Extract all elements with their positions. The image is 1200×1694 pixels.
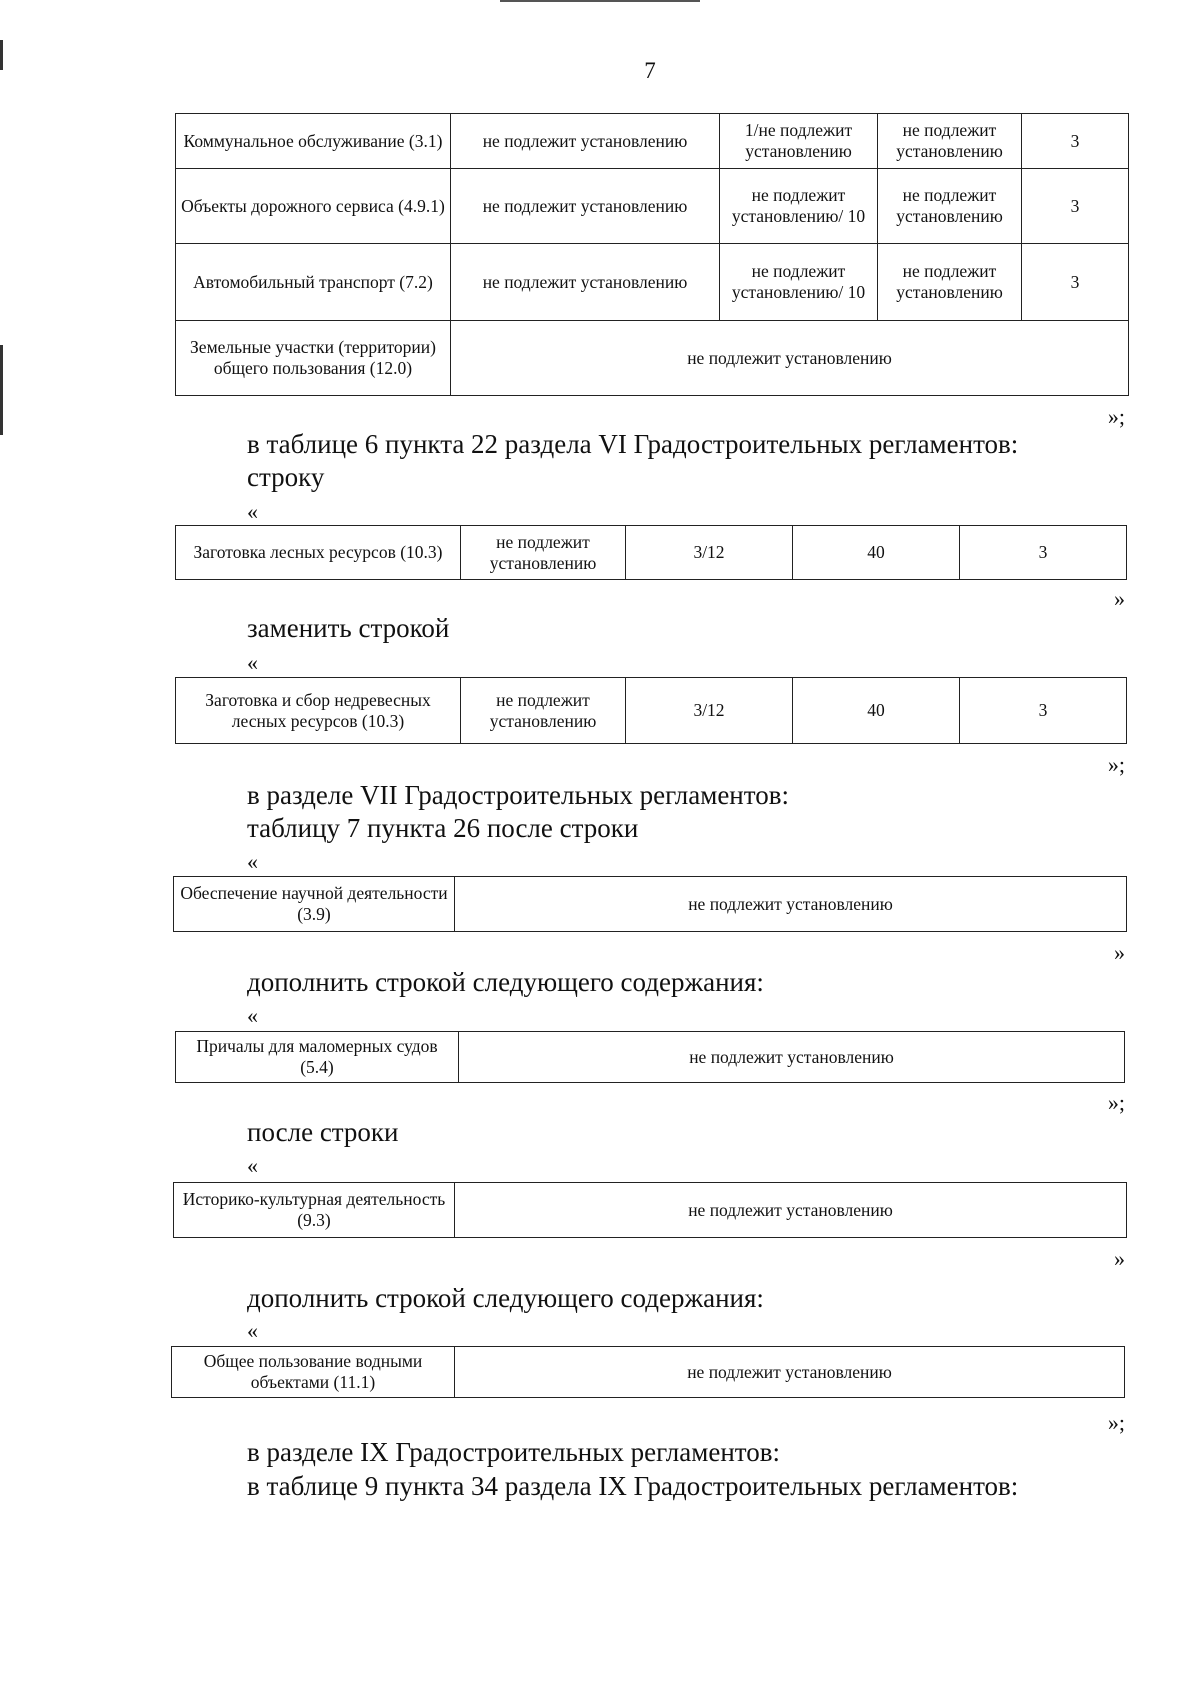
continuation-table: [175, 113, 1129, 396]
table-cell: Коммунальное обслуживание (3.1): [176, 114, 451, 169]
table-cell: Общее пользование водными объектами (11.1): [172, 1347, 455, 1398]
table-cell: 3/12: [626, 526, 793, 580]
table-cell-merged: не подлежит установлению: [451, 321, 1129, 396]
close-quote: »;: [1107, 752, 1125, 777]
open-quote: «: [247, 1003, 258, 1028]
table-cell: Земельные участки (территории) общего пользования (12.0): [176, 321, 451, 396]
close-quote: »;: [1107, 1090, 1125, 1115]
table-row: [176, 526, 1127, 580]
table-cell: Автомобильный транспорт (7.2): [176, 244, 451, 321]
table-cell: Объекты дорожного сервиса (4.9.1): [176, 169, 451, 244]
open-quote: «: [247, 650, 258, 675]
table-row: [176, 114, 1129, 169]
table-row: [174, 877, 1127, 932]
table-cell: не подлежит установлению: [455, 1183, 1127, 1238]
table-cell: не подлежит установлению: [451, 244, 720, 321]
table-cell: не подлежит установлению/ 10: [720, 244, 878, 321]
table-cell: не подлежит установлению/ 10: [720, 169, 878, 244]
paragraph-line: дополнить строкой следующего содержания:: [247, 1283, 764, 1313]
paragraph-line: после строки: [247, 1117, 399, 1147]
open-quote: «: [247, 1318, 258, 1343]
table-cell: 3: [960, 526, 1127, 580]
table-row: [172, 1347, 1125, 1398]
table-cell: Обеспечение научной деятельности (3.9): [174, 877, 455, 932]
close-quote: »: [1114, 1246, 1125, 1271]
open-quote: «: [247, 1153, 258, 1178]
table-cell: 3/12: [626, 678, 793, 744]
paragraph-line: в таблице 9 пункта 34 раздела IX Градостроительных регламентов:: [247, 1471, 1019, 1501]
table-cell: Причалы для маломерных судов (5.4): [176, 1032, 459, 1083]
table-cell: не подлежит установлению: [878, 244, 1022, 321]
table-cell: Историко-культурная деятельность (9.3): [174, 1183, 455, 1238]
open-quote: «: [247, 849, 258, 874]
table-cell: не подлежит установлению: [455, 877, 1127, 932]
page-number: 7: [644, 58, 656, 83]
table-cell: 40: [793, 678, 960, 744]
scan-edge-mark: [0, 345, 3, 435]
close-quote: »: [1114, 586, 1125, 611]
paragraph-line: в таблице 6 пункта 22 раздела VI Градостроительных регламентов:: [247, 429, 1019, 459]
table-row: [174, 1183, 1127, 1238]
paragraph-line: строку: [247, 462, 325, 492]
table-cell: не подлежит установлению: [451, 169, 720, 244]
history-row-table: [173, 1182, 1127, 1238]
table-cell: не подлежит установлению: [461, 678, 626, 744]
table-cell: 40: [793, 526, 960, 580]
table-cell: не подлежит установлению: [461, 526, 626, 580]
close-quote: »;: [1107, 404, 1125, 429]
table-cell: 3: [1022, 244, 1129, 321]
table-row: [176, 169, 1129, 244]
close-quote: »: [1114, 940, 1125, 965]
table-row: [176, 244, 1129, 321]
berths-row-table: [175, 1031, 1125, 1083]
close-quote: »;: [1107, 1410, 1125, 1435]
open-quote: «: [247, 499, 258, 524]
paragraph-line: в разделе VII Градостроительных регламентов:: [247, 780, 789, 810]
old-row-table: [175, 525, 1127, 580]
table-cell: не подлежит установлению: [878, 114, 1022, 169]
table-cell: Заготовка и сбор недревесных лесных ресурсов (10.3): [176, 678, 461, 744]
paragraph-line: в разделе IX Градостроительных регламентов:: [247, 1437, 780, 1467]
paragraph-line: таблицу 7 пункта 26 после строки: [247, 813, 639, 843]
paragraph-line: дополнить строкой следующего содержания:: [247, 967, 764, 997]
new-row-table: [175, 677, 1127, 744]
table-cell: не подлежит установлению: [459, 1032, 1125, 1083]
paragraph-line: заменить строкой: [247, 613, 450, 643]
table-cell: 3: [1022, 114, 1129, 169]
table-cell: Заготовка лесных ресурсов (10.3): [176, 526, 461, 580]
table-row: [176, 321, 1129, 396]
table-row: [176, 678, 1127, 744]
scan-top-line: [500, 0, 700, 2]
table-cell: 1/не подлежит установлению: [720, 114, 878, 169]
table-cell: 3: [960, 678, 1127, 744]
science-row-table: [173, 876, 1127, 932]
table-row: [176, 1032, 1125, 1083]
water-row-table: [171, 1346, 1125, 1398]
table-cell: не подлежит установлению: [455, 1347, 1125, 1398]
table-cell: не подлежит установлению: [451, 114, 720, 169]
table-cell: не подлежит установлению: [878, 169, 1022, 244]
table-cell: 3: [1022, 169, 1129, 244]
